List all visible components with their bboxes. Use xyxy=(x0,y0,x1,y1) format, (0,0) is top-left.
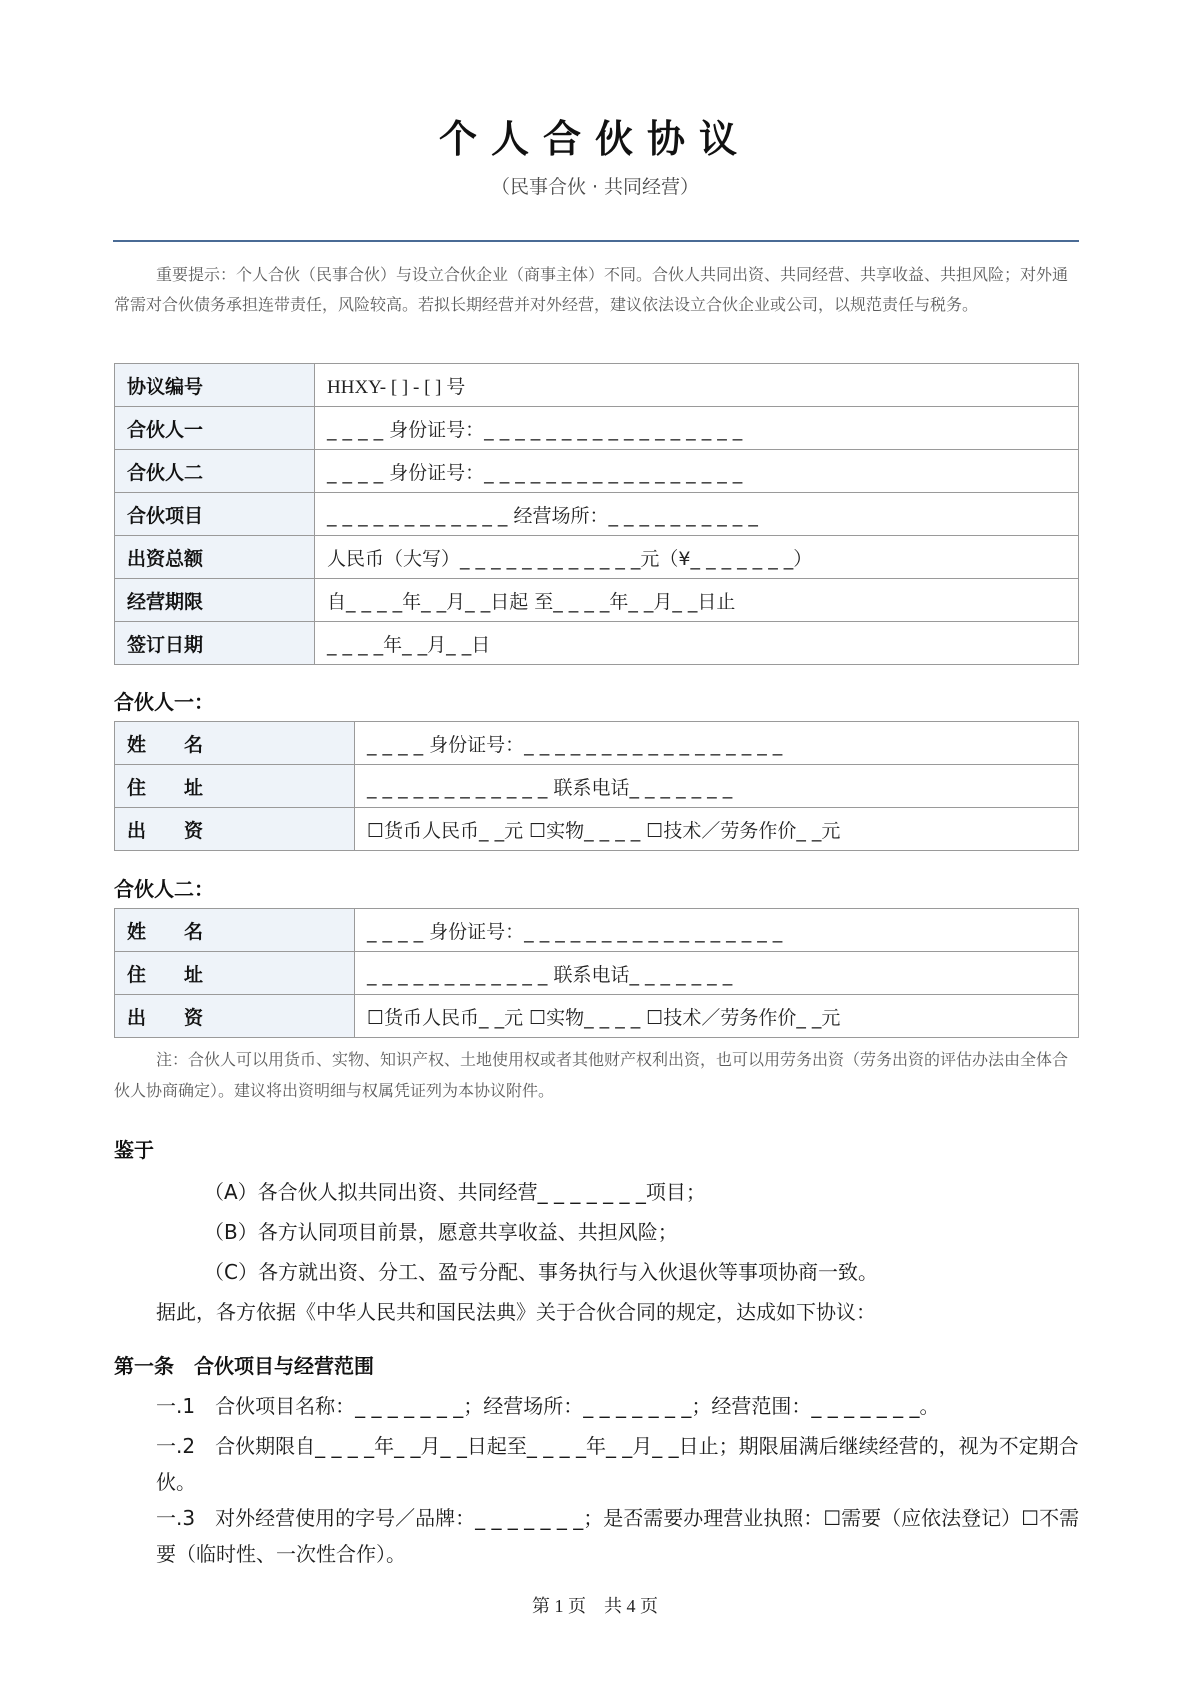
whereas-conclusion: 据此，各方依据《中华人民共和国民法典》关于合伙合同的规定，达成如下协议： xyxy=(156,1300,876,1324)
capital-field[interactable]: 人民币（大写）_ _ _ _ _ _ _ _ _ _ _ _元（¥_ _ _ _ _ _ _） xyxy=(315,536,1079,579)
signing-date-field[interactable]: _ _ _ _年_ _月_ _日 xyxy=(315,622,1079,665)
partner1-contribution-field[interactable]: ☐货币人民币_ _元 ☐实物_ _ _ _ ☐技术／劳务作价_ _元 xyxy=(355,808,1079,851)
row-label: 出资总额 xyxy=(115,536,315,579)
article1-clause: 一.3 对外经营使用的字号／品牌：_ _ _ _ _ _ _；是否需要办理营业执照：☐需要（应依法登记）☐不需要（临时性、一次性合作）。 xyxy=(156,1506,1080,1566)
agreement-number-field[interactable]: HHXY- [ ] - [ ] 号 xyxy=(315,364,1079,407)
row-label: 合伙人一 xyxy=(115,407,315,450)
table-row xyxy=(115,450,1079,493)
whereas-item: （B）各方认同项目前景，愿意共享收益、共担风险； xyxy=(204,1220,678,1244)
partner2-name-field[interactable]: _ _ _ _ 身份证号：_ _ _ _ _ _ _ _ _ _ _ _ _ _ _ _ _ xyxy=(355,909,1079,952)
project-field[interactable]: _ _ _ _ _ _ _ _ _ _ _ _ 经营场所：_ _ _ _ _ _ _ _ _ _ xyxy=(315,493,1079,536)
partner2-contribution-field[interactable]: ☐货币人民币_ _元 ☐实物_ _ _ _ ☐技术／劳务作价_ _元 xyxy=(355,995,1079,1038)
whereas-item: （A）各合伙人拟共同出资、共同经营_ _ _ _ _ _ _项目； xyxy=(204,1180,706,1204)
partner1-field[interactable]: _ _ _ _ 身份证号：_ _ _ _ _ _ _ _ _ _ _ _ _ _ _ _ _ xyxy=(315,407,1079,450)
table-row xyxy=(115,722,1079,765)
partner2-field[interactable]: _ _ _ _ 身份证号：_ _ _ _ _ _ _ _ _ _ _ _ _ _ _ _ _ xyxy=(315,450,1079,493)
partner2-heading: 合伙人二： xyxy=(114,877,214,901)
row-label: 合伙人二 xyxy=(115,450,315,493)
article1-clause: 一.1 合伙项目名称：_ _ _ _ _ _ _；经营场所：_ _ _ _ _ _ _；经营范围：_ _ _ _ _ _ _。 xyxy=(156,1394,940,1418)
row-label: 住 址 xyxy=(115,952,355,995)
table-row xyxy=(115,364,1079,407)
whereas-item: （C）各方就出资、分工、盈亏分配、事务执行与入伙退伙等事项协商一致。 xyxy=(204,1260,878,1284)
table-row xyxy=(115,765,1079,808)
table-row xyxy=(115,536,1079,579)
partner1-name-field[interactable]: _ _ _ _ 身份证号：_ _ _ _ _ _ _ _ _ _ _ _ _ _ _ _ _ xyxy=(355,722,1079,765)
document-title: 个人合伙协议 xyxy=(438,117,751,161)
whereas-heading: 鉴于 xyxy=(114,1138,154,1162)
page-number: 第 1 页 共 4 页 xyxy=(532,1596,658,1616)
table-row xyxy=(115,909,1079,952)
row-label: 住 址 xyxy=(115,765,355,808)
partner1-table xyxy=(114,721,1079,851)
partner1-heading: 合伙人一： xyxy=(114,690,214,714)
title-divider xyxy=(113,240,1079,242)
article1-clause: 一.2 合伙期限自_ _ _ _年_ _月_ _日起至_ _ _ _年_ _月_ _日止；期限届满后继续经营的，视为不定期合伙。 xyxy=(156,1434,1079,1494)
row-label: 出 资 xyxy=(115,808,355,851)
article1-heading: 第一条 合伙项目与经营范围 xyxy=(114,1354,374,1378)
table-row xyxy=(115,407,1079,450)
row-label: 出 资 xyxy=(115,995,355,1038)
table-row xyxy=(115,808,1079,851)
row-label: 姓 名 xyxy=(115,722,355,765)
summary-table xyxy=(114,363,1079,665)
row-label: 合伙项目 xyxy=(115,493,315,536)
row-label: 经营期限 xyxy=(115,579,315,622)
row-label: 姓 名 xyxy=(115,909,355,952)
document-subtitle: （民事合伙 · 共同经营） xyxy=(490,176,700,198)
partner2-address-field[interactable]: _ _ _ _ _ _ _ _ _ _ _ _ 联系电话_ _ _ _ _ _ _ xyxy=(355,952,1079,995)
term-field[interactable]: 自_ _ _ _年_ _月_ _日起 至_ _ _ _年_ _月_ _日止 xyxy=(315,579,1079,622)
contribution-note: 注：合伙人可以用货币、实物、知识产权、土地使用权或者其他财产权利出资，也可以用劳务出资（劳务出资的评估办法由全体合伙人协商确定）。建议将出资明细与权属凭证列为本协议附件。 xyxy=(114,1050,1069,1100)
partner2-table xyxy=(114,908,1079,1038)
partner1-address-field[interactable]: _ _ _ _ _ _ _ _ _ _ _ _ 联系电话_ _ _ _ _ _ _ xyxy=(355,765,1079,808)
table-row xyxy=(115,952,1079,995)
table-row xyxy=(115,493,1079,536)
table-row xyxy=(115,622,1079,665)
table-row xyxy=(115,995,1079,1038)
row-label: 协议编号 xyxy=(115,364,315,407)
row-label: 签订日期 xyxy=(115,622,315,665)
table-row xyxy=(115,579,1079,622)
important-notice: 重要提示：个人合伙（民事合伙）与设立合伙企业（商事主体）不同。合伙人共同出资、共同经营、共享收益、共担风险；对外通常需对合伙债务承担连带责任，风险较高。若拟长期经营并对外经营，建议依法设立合伙企业或公司，以规范责任与税务。 xyxy=(114,265,1069,314)
